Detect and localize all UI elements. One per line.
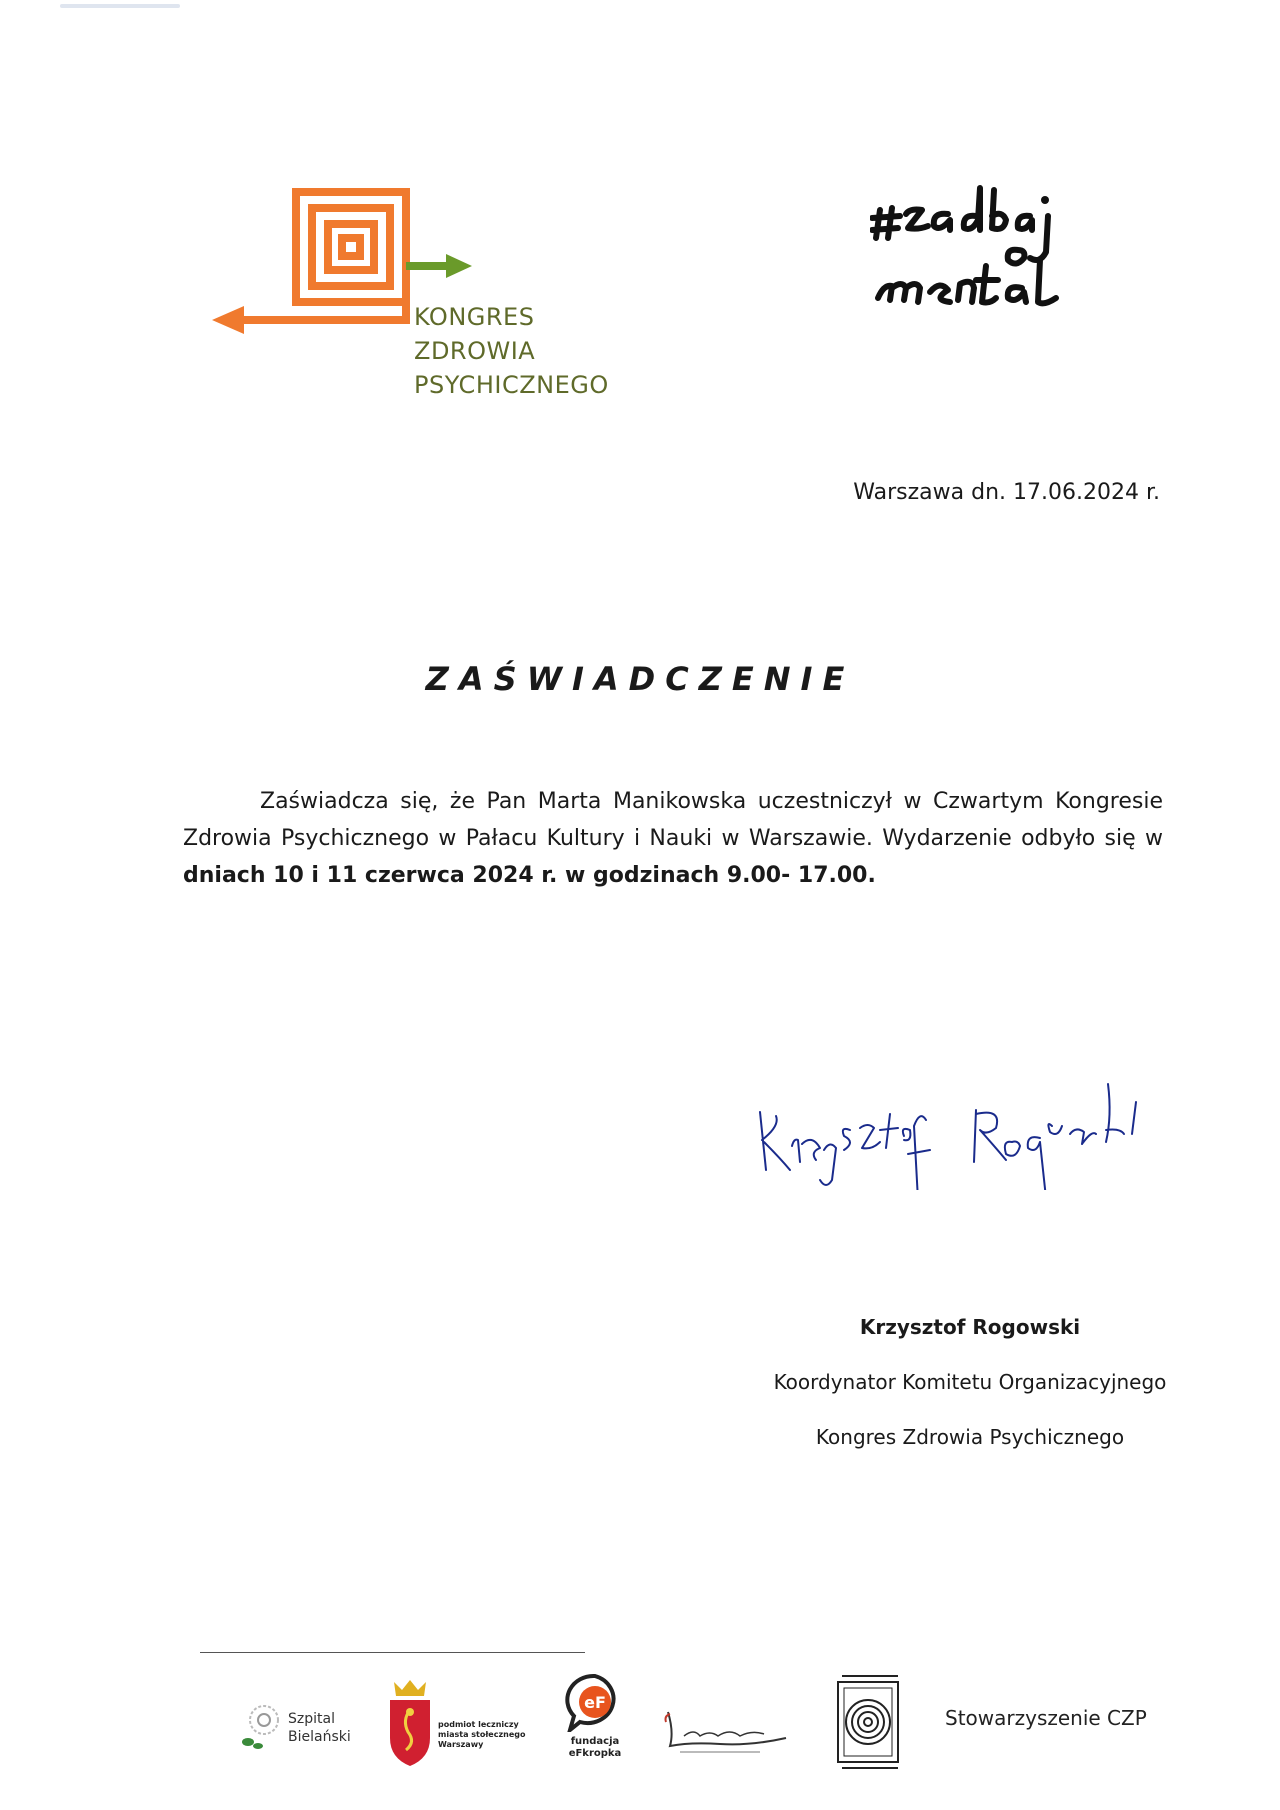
logo-line-3: PSYCHICZNEGO xyxy=(414,371,609,399)
footer-divider xyxy=(200,1652,585,1653)
partner-2-line-1: podmiot leczniczy xyxy=(438,1720,519,1729)
scan-artifact xyxy=(60,4,180,8)
partner-efkropka xyxy=(560,1672,630,1780)
efkropka-badge: eF xyxy=(584,1693,606,1712)
body-dates: dniach 10 i 11 czerwca 2024 r. w godzinach 9.00- 17.00. xyxy=(183,863,876,888)
body-text: Zaświadcza się, że Pan Marta Manikowska uczestniczył w Czwartym Kongresie Zdrowia Psychicznego w Pałacu Kultury i Nauki w Warszawie. Wydarzenie odbyło się w xyxy=(183,789,1163,851)
document-date: Warszawa dn. 17.06.2024 r. xyxy=(853,480,1160,505)
rose-icon xyxy=(238,1702,286,1752)
hashtag-handwritten xyxy=(870,180,1170,320)
psychotherapy-association-logo xyxy=(828,1672,908,1772)
partner-stowarzyszenie-czp: Stowarzyszenie CZP xyxy=(945,1706,1147,1730)
partner-szpital-bielanski xyxy=(238,1702,358,1752)
signatory-block xyxy=(760,1300,1180,1465)
partner-1-line-1: Szpital xyxy=(288,1711,335,1727)
leonardo-logo xyxy=(660,1702,790,1762)
body-paragraph xyxy=(183,783,1163,894)
partner-2-line-2: miasta stołecznego xyxy=(438,1730,526,1739)
signatory-role: Koordynator Komitetu Organizacyjnego xyxy=(773,1370,1167,1394)
logo-text xyxy=(414,300,609,402)
warsaw-crest-icon xyxy=(382,1676,438,1771)
logo-line-1: KONGRES xyxy=(414,303,535,331)
handwritten-signature xyxy=(740,1030,1140,1190)
signatory-name: Krzysztof Rogowski xyxy=(859,1315,1081,1339)
document-title: ZAŚWIADCZENIE xyxy=(425,660,855,698)
partner-2-line-3: Warszawy xyxy=(438,1740,484,1749)
partner-3-line-2: eFkropka xyxy=(568,1748,622,1759)
partner-1-line-2: Bielański xyxy=(288,1729,351,1745)
speech-bubble-icon xyxy=(560,1672,630,1732)
partner-logos xyxy=(230,1672,1190,1782)
partner-3-line-1: fundacja xyxy=(570,1736,620,1747)
logo-line-2: ZDROWIA xyxy=(414,337,536,365)
partner-warszawa xyxy=(382,1676,532,1771)
signatory-organization: Kongres Zdrowia Psychicznego xyxy=(815,1425,1125,1449)
